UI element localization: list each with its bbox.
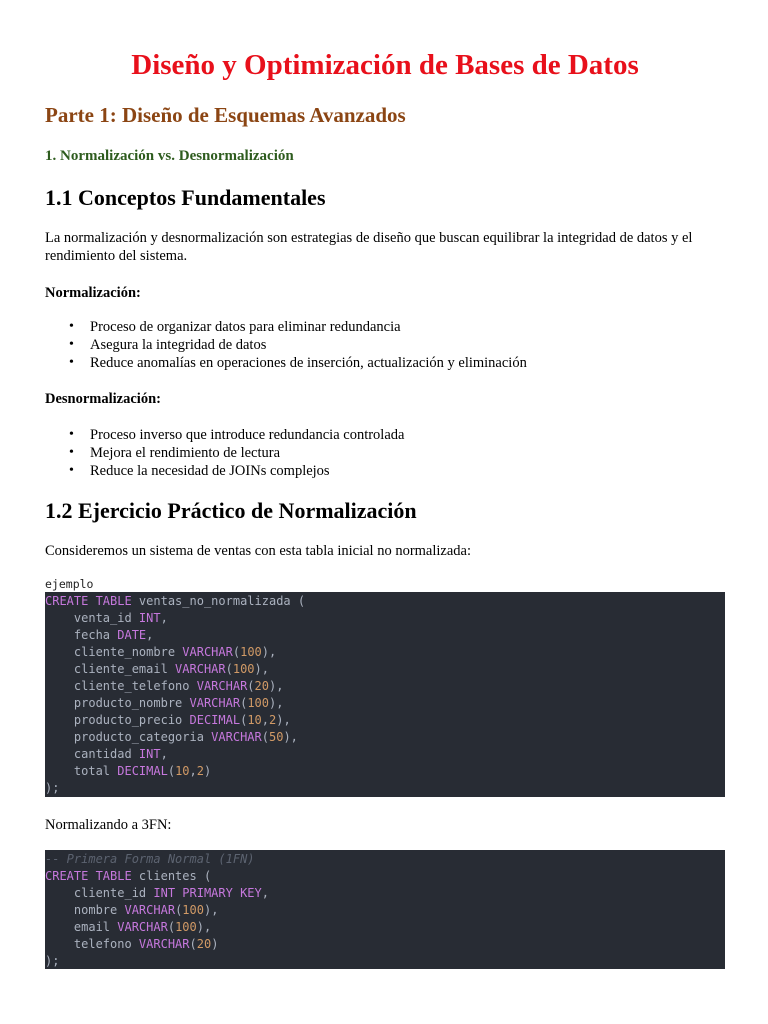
normalization-list	[45, 318, 527, 372]
code-line: producto_precio DECIMAL(10,2),	[45, 713, 291, 727]
list-item: • Proceso inverso que introduce redundancia controlada	[45, 426, 404, 444]
code-line: fecha DATE,	[45, 628, 154, 642]
normalize-text: Normalizando a 3FN:	[45, 817, 172, 833]
code-number: 20	[254, 679, 269, 693]
code-type: VARCHAR	[124, 903, 176, 917]
code-type: VARCHAR	[175, 662, 226, 676]
code-line: cliente_nombre VARCHAR(100),	[45, 645, 277, 659]
list-item: • Reduce la necesidad de JOINs complejos	[45, 462, 404, 480]
code-type: VARCHAR	[189, 696, 241, 710]
code-line: telefono VARCHAR(20)	[45, 937, 219, 951]
code-number: 100	[232, 662, 255, 676]
code-type: VARCHAR	[182, 645, 233, 659]
list-item: • Mejora el rendimiento de lectura	[45, 444, 404, 462]
code-number: 10	[175, 764, 190, 778]
code-line: producto_categoria VARCHAR(50),	[45, 730, 298, 744]
code-number: 100	[240, 645, 262, 659]
code-line: total DECIMAL(10,2)	[45, 764, 212, 778]
denormalization-label: Desnormalización:	[45, 391, 161, 407]
denormalization-list	[45, 426, 404, 480]
part-heading: Parte 1: Diseño de Esquemas Avanzados	[45, 103, 406, 127]
code-line: cliente_id INT PRIMARY KEY,	[45, 886, 269, 900]
page-title: Diseño y Optimización de Bases de Datos	[131, 49, 639, 81]
code-type: INT	[138, 611, 161, 625]
code-number: 2	[269, 713, 277, 727]
list-item: • Reduce anomalías en operaciones de inserción, actualización y eliminación	[45, 354, 527, 372]
code-comment: -- Primera Forma Normal (1FN)	[45, 852, 255, 866]
code-type: DATE	[117, 628, 147, 642]
code-type: INT	[138, 747, 161, 761]
code-line: email VARCHAR(100),	[45, 920, 212, 934]
code-type: DECIMAL	[189, 713, 241, 727]
section-1-1-heading: 1.1 Conceptos Fundamentales	[45, 185, 326, 210]
code-line: cliente_telefono VARCHAR(20),	[45, 679, 284, 693]
subheading: 1. Normalización vs. Desnormalización	[45, 148, 294, 164]
code-number: 100	[247, 696, 269, 710]
code-number: 2	[196, 764, 204, 778]
code-line: venta_id INT,	[45, 611, 168, 625]
code-type: VARCHAR	[138, 937, 190, 951]
code-block-ventas: CREATE TABLE ventas_no_normalizada ( venta_id INT, fecha DATE, cliente_nombre VARCHAR(100), cliente_email VARCHAR(100), cliente_telefono VARCHAR(20), producto_nombre VARCHAR(100), producto_precio DECIMAL(10,2), producto_categoria VARCHAR(50), cantidad INT, total DECIMAL(10,2) );	[45, 592, 725, 797]
list-item: • Asegura la integridad de datos	[45, 336, 527, 354]
code-number: 50	[268, 730, 284, 744]
code-type: VARCHAR	[117, 920, 168, 934]
code-line: cantidad INT,	[45, 747, 168, 761]
code-type: VARCHAR	[196, 679, 248, 693]
code-type: DECIMAL	[117, 764, 168, 778]
code-number: 100	[175, 920, 197, 934]
code-keyword: CREATE TABLE	[45, 869, 132, 883]
code-caption: ejemplo	[45, 577, 94, 591]
code-type: INT PRIMARY KEY	[153, 886, 262, 900]
list-item: • Proceso de organizar datos para eliminar redundancia	[45, 318, 527, 336]
code-keyword: CREATE TABLE	[45, 594, 132, 608]
code-block-clientes: -- Primera Forma Normal (1FN) CREATE TABLE clientes ( cliente_id INT PRIMARY KEY, nombre VARCHAR(100), email VARCHAR(100), telefono VARCHAR(20) );	[45, 850, 725, 969]
section-1-1-intro: La normalización y desnormalización son estrategias de diseño que buscan equilibrar la integridad de datos y el rendimiento del sistema.	[45, 230, 693, 264]
code-number: 10	[247, 713, 262, 727]
section-1-2-heading: 1.2 Ejercicio Práctico de Normalización	[45, 498, 417, 523]
code-type: VARCHAR	[211, 730, 262, 744]
code-line: cliente_email VARCHAR(100),	[45, 662, 270, 676]
normalization-label: Normalización:	[45, 285, 141, 301]
code-number: 20	[196, 937, 212, 951]
code-line: nombre VARCHAR(100),	[45, 903, 219, 917]
section-1-2-intro: Consideremos un sistema de ventas con esta tabla inicial no normalizada:	[45, 543, 472, 559]
code-number: 100	[182, 903, 204, 917]
code-line: producto_nombre VARCHAR(100),	[45, 696, 284, 710]
